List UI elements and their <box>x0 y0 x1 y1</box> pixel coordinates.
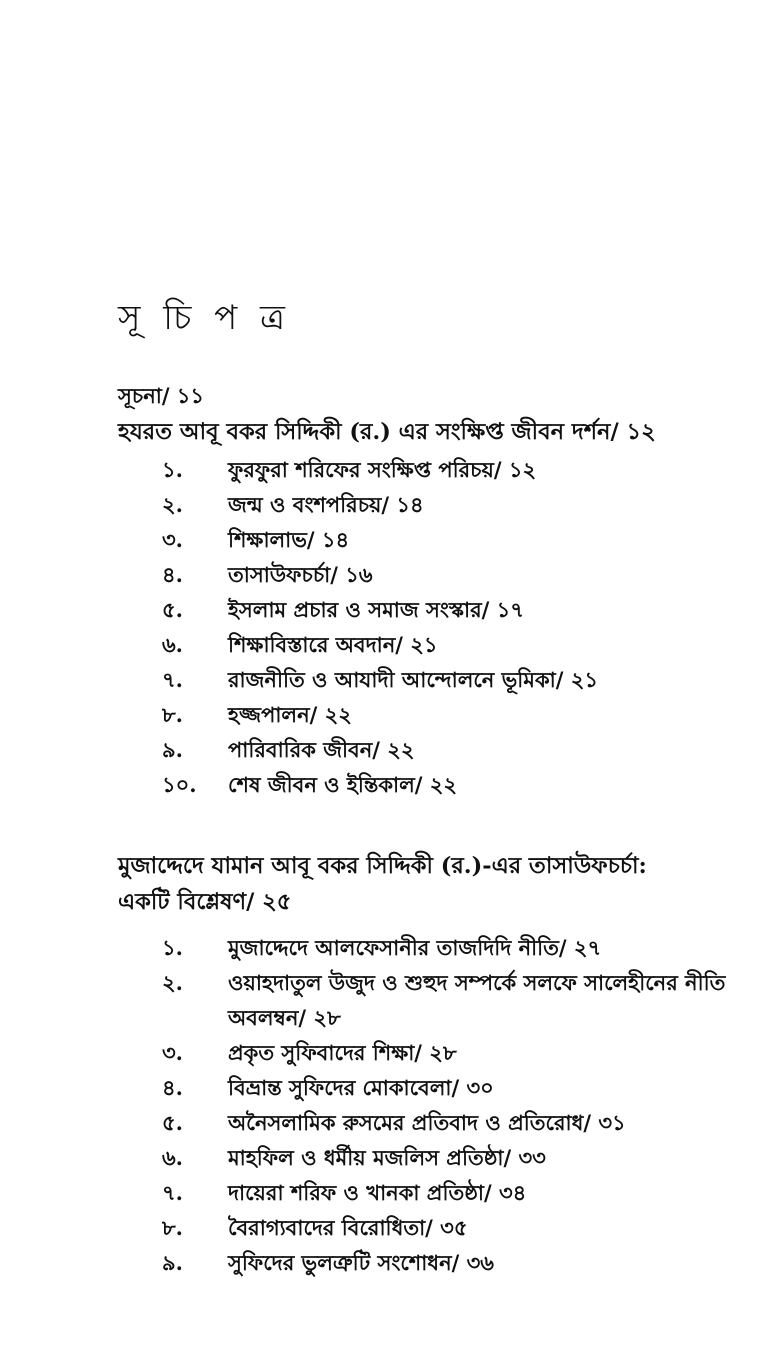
section-1-heading <box>118 414 773 450</box>
entry-number: ৫. <box>162 597 183 622</box>
entry-text: জন্ম ও বংশপরিচয়/ ১৪ <box>228 492 424 517</box>
section-1-heading-line: হযরত আবূ বকর সিদ্দিকী (র.) এর সংক্ষিপ্ত জীবন দর্শন/ ১২ <box>118 419 656 445</box>
toc-entry <box>162 930 774 965</box>
entry-number: ৭. <box>162 667 183 692</box>
entry-text: পারিবারিক জীবন/ ২২ <box>228 737 415 762</box>
toc-entry <box>162 452 774 487</box>
entry-number: ১. <box>162 457 183 482</box>
toc-entry <box>162 1105 774 1140</box>
entry-number: ৭. <box>162 1180 183 1205</box>
entry-text: দায়েরা শরিফ ও খানকা প্রতিষ্ঠা/ ৩৪ <box>228 1180 527 1205</box>
toc-entry <box>162 732 774 767</box>
entry-text: শেষ জীবন ও ইন্তিকাল/ ২২ <box>228 772 458 797</box>
entry-text: ইসলাম প্রচার ও সমাজ সংস্কার/ ১৭ <box>228 597 524 622</box>
entry-number: ৮. <box>162 1215 183 1240</box>
section-2-heading <box>118 848 773 920</box>
entry-number: ৬. <box>162 632 183 657</box>
section-2-heading-line: মুজাদ্দেদে যামান আবূ বকর সিদ্দিকী (র.)-এর তাসাউফচর্চা: <box>118 853 647 879</box>
entry-number: ৯. <box>162 1250 183 1275</box>
toc-entry <box>162 1140 774 1175</box>
entry-number: ৮. <box>162 702 183 727</box>
toc-entry <box>162 557 774 592</box>
section-2-heading-line: একটি বিশ্লেষণ/ ২৫ <box>118 889 292 915</box>
toc-entry <box>162 487 774 522</box>
entry-text: হজ্জপালন/ ২২ <box>228 702 352 727</box>
entry-number: ১. <box>162 935 183 960</box>
entry-text: প্রকৃত সুফিবাদের শিক্ষা/ ২৮ <box>228 1040 457 1065</box>
toc-entry <box>162 1175 774 1210</box>
entry-number: ২. <box>162 970 183 995</box>
entry-text: তাসাউফচর্চা/ ১৬ <box>228 562 373 587</box>
entry-text: শিক্ষালাভ/ ১৪ <box>228 527 350 552</box>
entry-number: ১০. <box>162 772 197 797</box>
toc-entry <box>162 1210 774 1245</box>
entry-text: ফুরফুরা শরিফের সংক্ষিপ্ত পরিচয়/ ১২ <box>228 457 537 482</box>
toc-entry <box>162 965 774 1035</box>
toc-entry <box>162 1245 774 1280</box>
entry-text-continued: অবলম্বন/ ২৮ <box>228 1005 341 1030</box>
toc-entry <box>162 697 774 732</box>
section-1-entries <box>162 452 774 802</box>
entry-text: বৈরাগ্যবাদের বিরোধিতা/ ৩৫ <box>228 1215 468 1240</box>
entry-number: ৪. <box>162 1075 183 1100</box>
toc-entry <box>162 627 774 662</box>
entry-number: ৯. <box>162 737 183 762</box>
toc-entry <box>162 592 774 627</box>
entry-number: ৩. <box>162 527 183 552</box>
entry-number: ৪. <box>162 562 183 587</box>
entry-text: বিভ্রান্ত সুফিদের মোকাবেলা/ ৩০ <box>228 1075 494 1100</box>
entry-text-block <box>228 965 774 1035</box>
entry-number: ৫. <box>162 1110 183 1135</box>
entry-text: মাহফিল ও ধর্মীয় মজলিস প্রতিষ্ঠা/ ৩৩ <box>228 1145 546 1170</box>
toc-entry <box>162 662 774 697</box>
entry-text: অনৈসলামিক রুসমের প্রতিবাদ ও প্রতিরোধ/ ৩১ <box>228 1110 626 1135</box>
entry-number: ৬. <box>162 1145 183 1170</box>
toc-entry <box>162 1035 774 1070</box>
page-title: সূ চি প ত্র <box>118 298 292 338</box>
section-2-entries <box>162 930 774 1280</box>
entry-text: মুজাদ্দেদে আলফেসানীর তাজদিদি নীতি/ ২৭ <box>228 935 602 960</box>
entry-number: ৩. <box>162 1040 183 1065</box>
entry-text: শিক্ষাবিস্তারে অবদান/ ২১ <box>228 632 438 657</box>
toc-entry <box>162 767 774 802</box>
entry-text: সুফিদের ভুলত্রুটি সংশোধন/ ৩৬ <box>228 1250 494 1275</box>
toc-entry <box>162 522 774 557</box>
toc-intro-entry: সূচনা/ ১১ <box>118 383 205 408</box>
toc-entry <box>162 1070 774 1105</box>
entry-text: ওয়াহদাতুল উজুদ ও শুহুদ সম্পর্কে সলফে সালেহীনের নীতি <box>228 970 726 995</box>
entry-text: রাজনীতি ও আযাদী আন্দোলনে ভূমিকা/ ২১ <box>228 667 599 692</box>
entry-number: ২. <box>162 492 183 517</box>
